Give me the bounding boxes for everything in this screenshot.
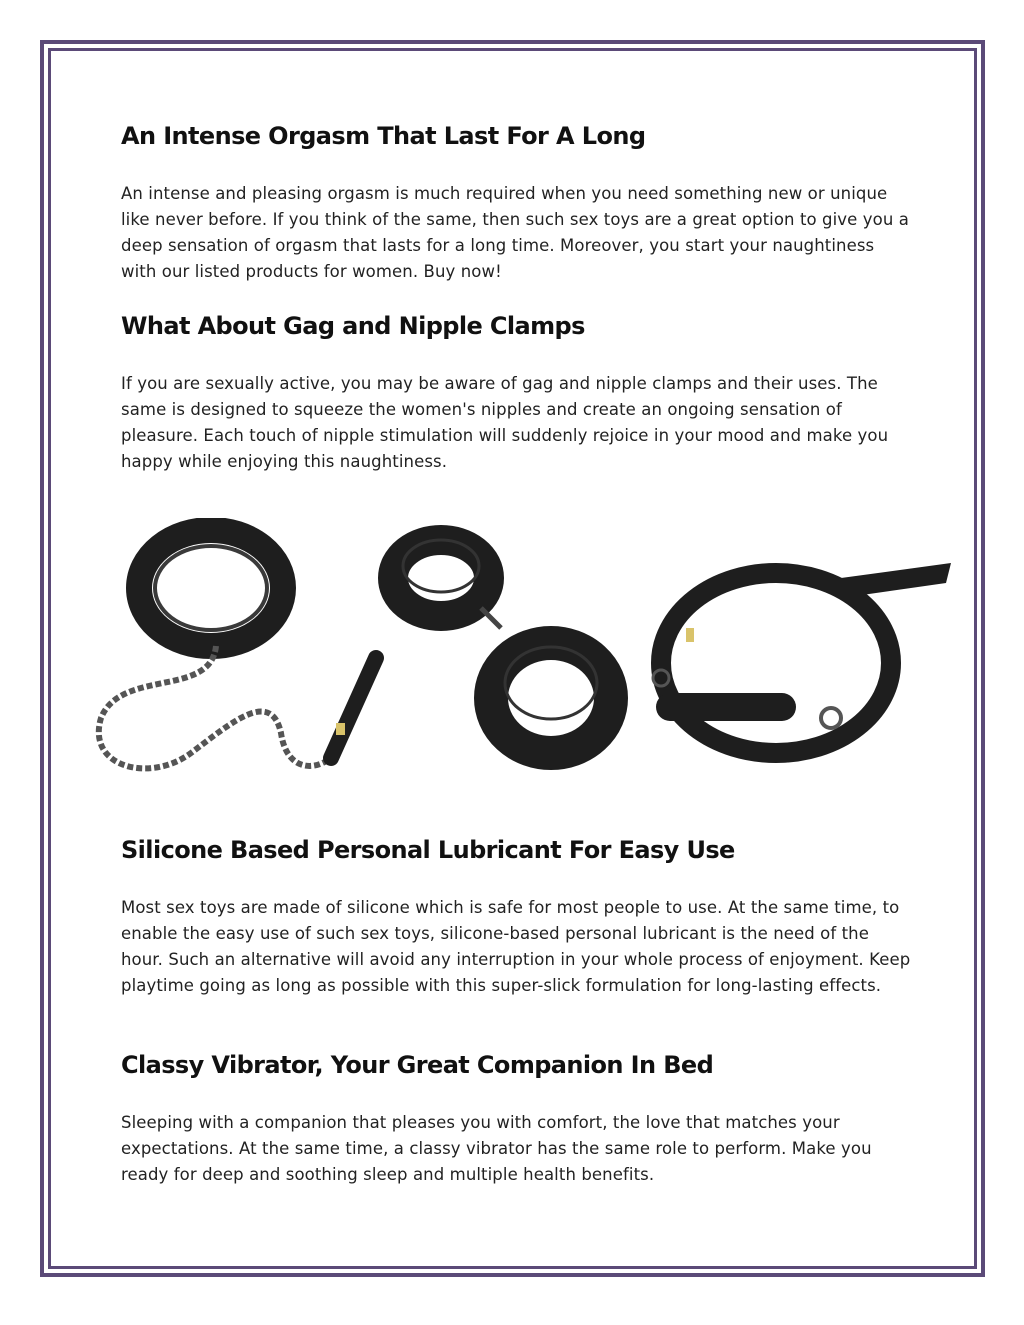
product-image: [81, 518, 951, 803]
section-body-lubricant: Most sex toys are made of silicone which is safe for most people to use. At the same time, to enable the easy use of such sex toys, silicone-based personal lubricant is the need of the hour. Such an alternative will avoid any interruption in your whole process of enjoyment. Keep playtime going as long as possible with this super-slick formulation for long-lasting effects.: [121, 898, 911, 995]
section-heading-vibrator: Classy Vibrator, Your Great Companion In Bed: [121, 1051, 714, 1079]
section-body-vibrator: Sleeping with a companion that pleases you with comfort, the love that matches your expectations. At the same time, a classy vibrator has the same role to perform. Make you ready for deep and soothing sleep and multiple health benefits.: [121, 1113, 872, 1184]
section-body-orgasm: An intense and pleasing orgasm is much required when you need something new or unique like never before. If you think of the same, then such sex toys are a great option to give you a deep sensation of orgasm that lasts for a long time. Moreover, you start your naughtiness with our listed products for women. Buy now!: [121, 184, 909, 281]
section-heading-lubricant: Silicone Based Personal Lubricant For Easy Use: [121, 836, 735, 864]
collar-leash-illustration: [99, 530, 376, 768]
cuffs-illustration: [393, 540, 611, 753]
section-heading-gag-clamps: What About Gag and Nipple Clamps: [121, 312, 585, 340]
section-body-gag-clamps: If you are sexually active, you may be aware of gag and nipple clamps and their uses. The same is designed to squeeze the women's nipples and create an ongoing sensation of pleasure. Each touch of nipple stimulation will suddenly rejoice in your mood and make you happy while enjoying this naughtiness.: [121, 374, 889, 471]
gag-illustration: [653, 563, 951, 753]
section-heading-orgasm: An Intense Orgasm That Last For A Long: [121, 122, 646, 150]
